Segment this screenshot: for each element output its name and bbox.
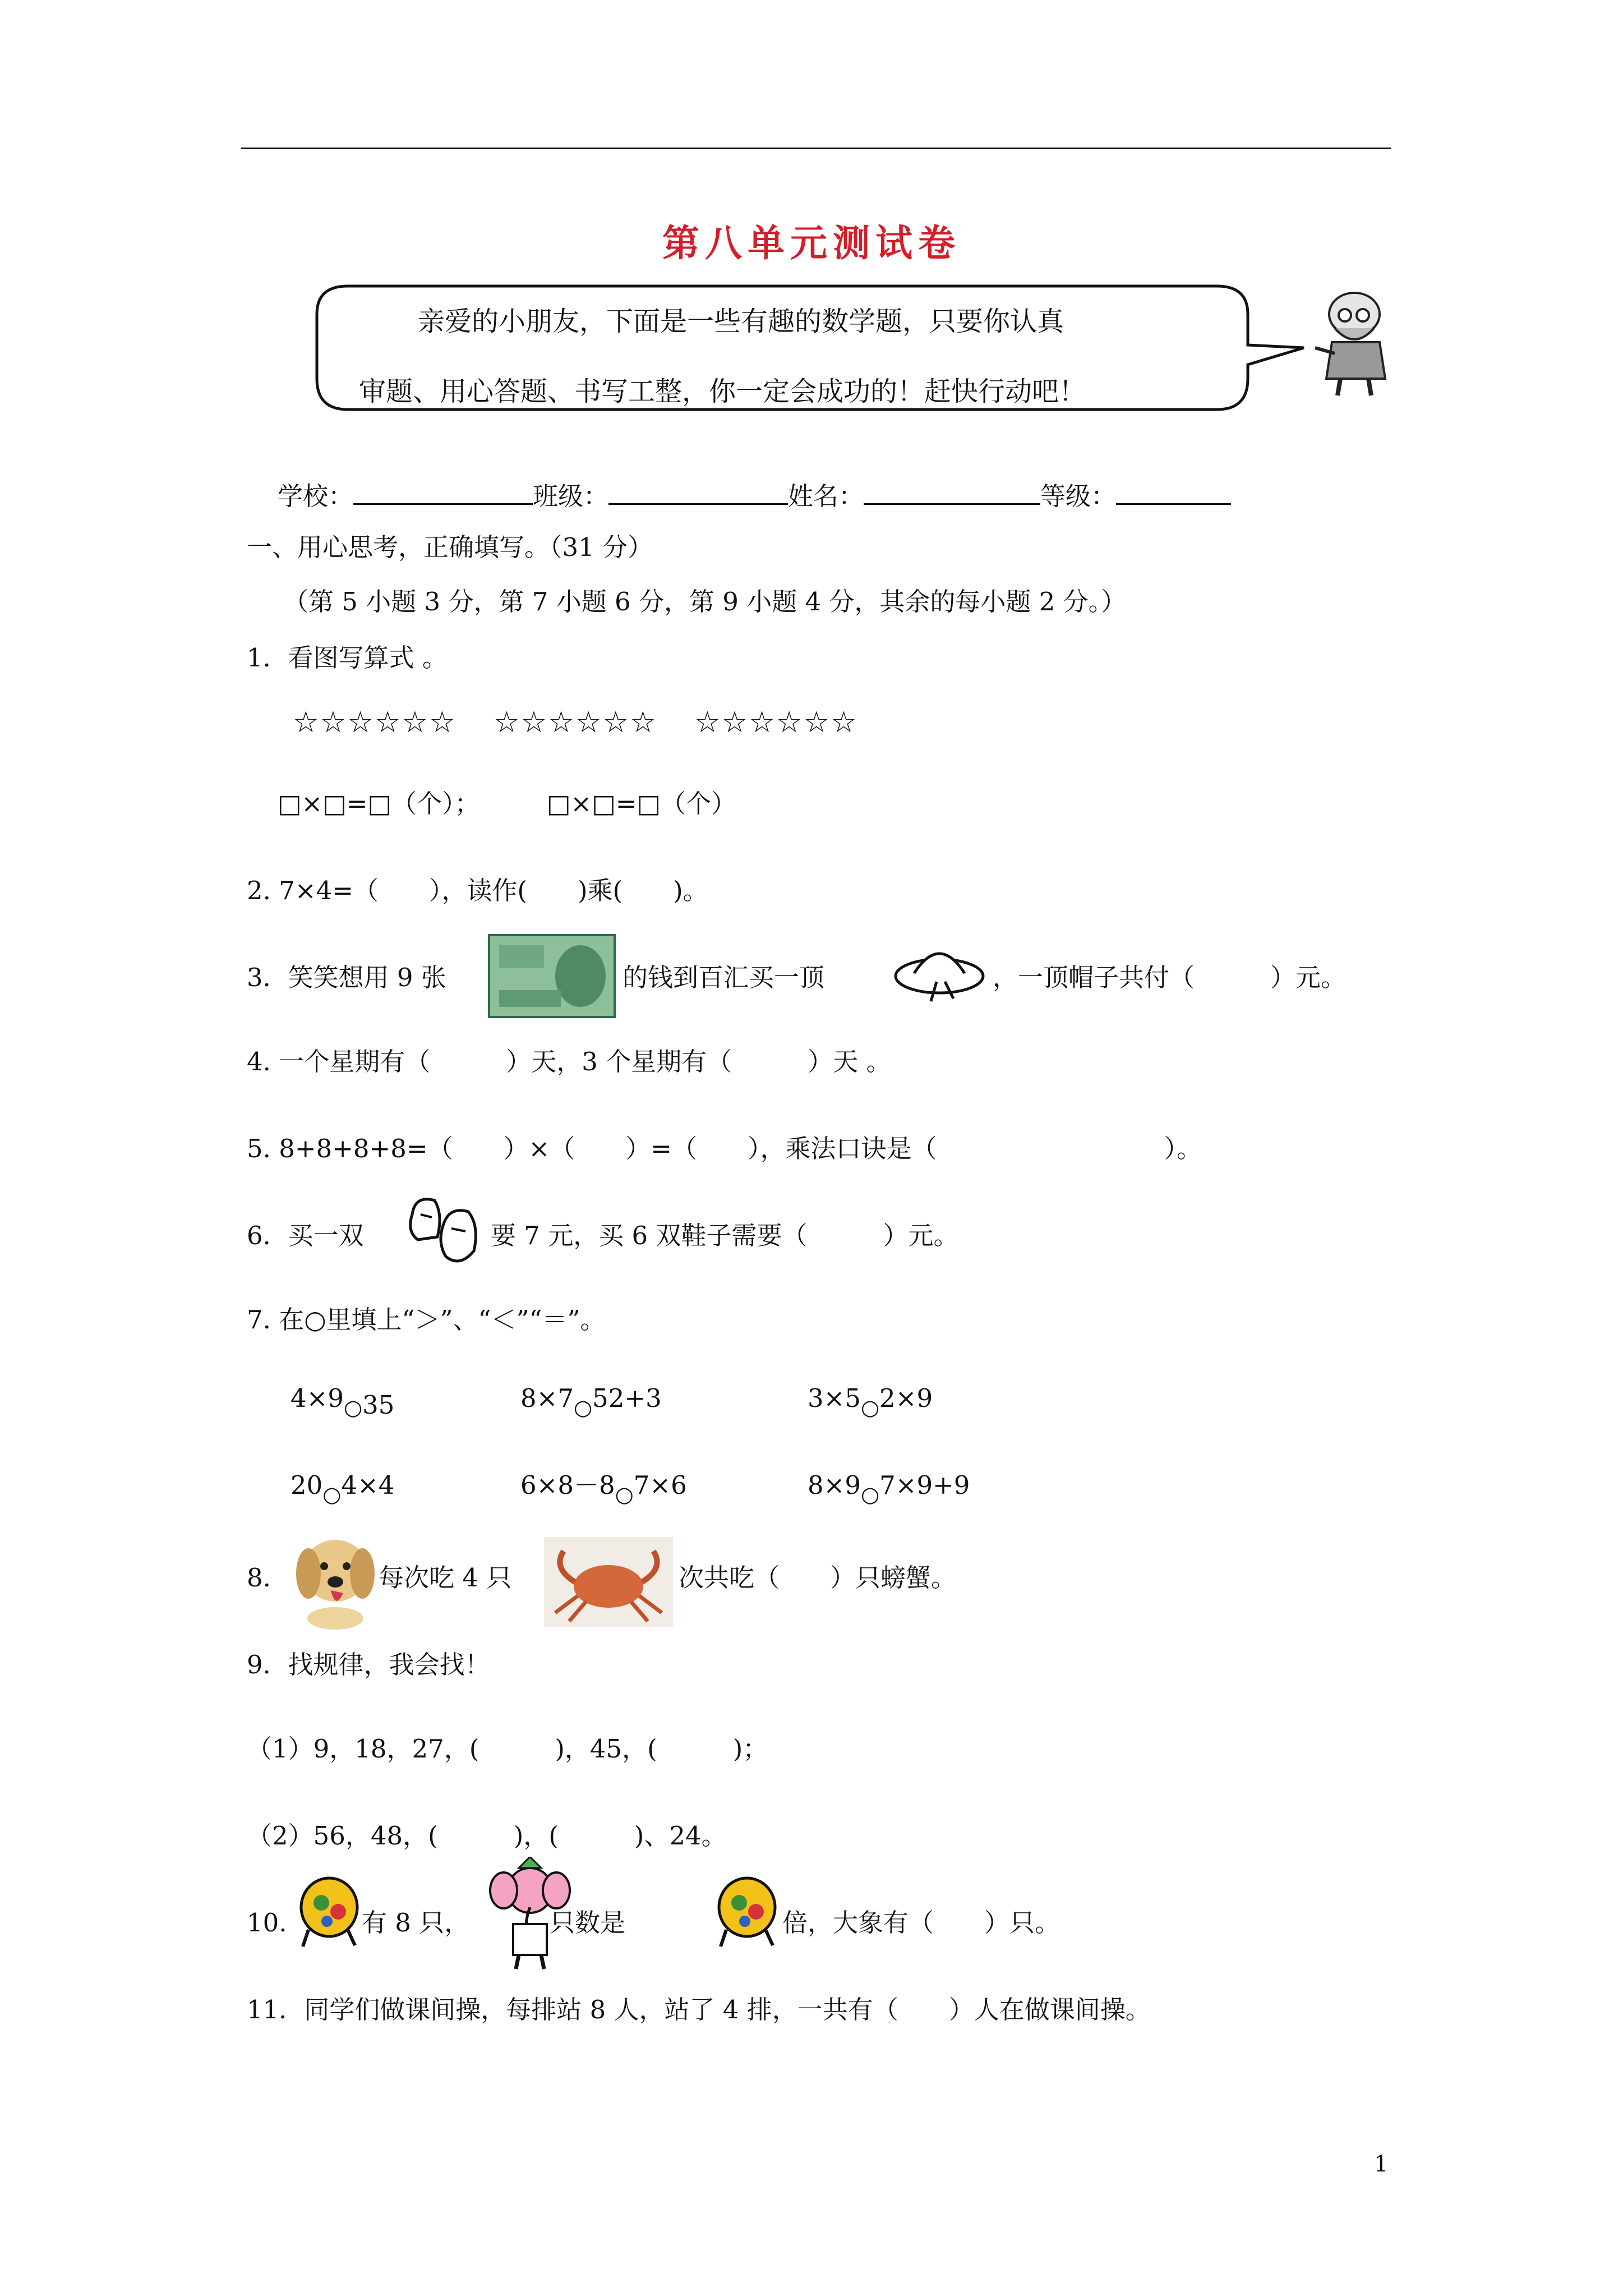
header-rule <box>241 148 1391 149</box>
q7-item <box>520 1470 687 1507</box>
turtle-image <box>294 1868 362 1952</box>
q7-item-left: 8×7 <box>520 1383 574 1413</box>
q7-item-right: 2×9 <box>879 1383 933 1413</box>
q10-number: 10. <box>247 1908 287 1938</box>
info-line <box>278 480 1231 512</box>
q3-text-c: ，一顶帽子共付（ ）元。 <box>993 963 1347 992</box>
q11-text: 11．同学们做课间操，每排站 8 人，站了 4 排，一共有（ ）人在做课间操。 <box>247 1995 1151 2024</box>
q7-item <box>520 1383 662 1420</box>
crab-image <box>544 1537 673 1627</box>
section-note: （第 5 小题 3 分，第 7 小题 6 分，第 9 小题 4 分，其余的每小题 2 分。） <box>283 587 1127 616</box>
q1-prompt: 1．看图写算式 。 <box>247 643 448 673</box>
q7-item <box>291 1470 395 1507</box>
shoes-image <box>404 1192 485 1273</box>
q7-item <box>808 1470 970 1507</box>
q2-text: 2. 7×4=（ ），读作( )乘( )。 <box>247 876 708 905</box>
q7-item-right: 52+3 <box>592 1383 662 1413</box>
dog-image <box>292 1526 379 1630</box>
q9-sequence-2: （2）56，48，( )，( )、24。 <box>247 1821 727 1851</box>
q7-item-right: 7×9+9 <box>879 1470 970 1500</box>
q7-item <box>808 1383 933 1420</box>
q6-text-a: 6．买一双 <box>247 1221 364 1250</box>
compare-circle[interactable]: ○ <box>573 1395 593 1420</box>
q7-item-right: 35 <box>362 1390 395 1420</box>
compare-circle[interactable]: ○ <box>615 1482 634 1507</box>
q1-equation-2: □×□=□（个） <box>547 789 736 818</box>
q8-text-b: 次共吃（ ）只螃蟹。 <box>679 1563 957 1593</box>
q10-text-a: 有 8 只， <box>362 1908 470 1938</box>
class-field[interactable] <box>608 480 788 505</box>
compare-circle[interactable]: ○ <box>860 1482 880 1507</box>
q7-item-left: 3×5 <box>808 1383 861 1413</box>
q4-text: 4. 一个星期有（ ）天，3 个星期有（ ）天 。 <box>247 1047 892 1076</box>
name-field[interactable] <box>864 480 1040 505</box>
compare-circle[interactable]: ○ <box>322 1482 342 1507</box>
compare-circle[interactable]: ○ <box>860 1395 880 1420</box>
q7-item-right: 7×6 <box>633 1470 687 1500</box>
school-label: 学校： <box>278 481 354 511</box>
q7-prompt: 7. 在○里填上“＞”、“＜”“＝”。 <box>247 1305 606 1335</box>
q1-stars-group-2: ☆☆☆☆☆☆ <box>494 706 657 739</box>
bubble-line-1: 亲爱的小朋友，下面是一些有趣的数学题，只要你认真 <box>418 306 1064 337</box>
q3-text-a: 3．笑笑想用 9 张 <box>247 963 446 992</box>
q7-item-left: 4×9 <box>291 1383 344 1413</box>
q7-item-left: 20 <box>291 1470 323 1500</box>
school-field[interactable] <box>353 480 533 505</box>
q7-item-left: 6×8－8 <box>520 1470 615 1500</box>
q10-text-b: 只数是 <box>550 1908 626 1938</box>
q9-sequence-1: （1）9，18，27，( )，45，( )； <box>247 1734 768 1764</box>
compare-circle[interactable]: ○ <box>343 1395 363 1420</box>
q1-stars-group-3: ☆☆☆☆☆☆ <box>694 706 858 739</box>
hat-image <box>892 937 987 1004</box>
grade-field[interactable] <box>1116 480 1231 505</box>
grade-label: 等级： <box>1040 481 1117 511</box>
q3-text-b: 的钱到百汇买一顶 <box>623 963 825 992</box>
class-label: 班级： <box>533 481 609 511</box>
section-heading: 一、用心思考，正确填写。（31 分） <box>247 532 653 562</box>
q7-item <box>291 1383 395 1420</box>
q6-text-b: 要 7 元，买 6 双鞋子需要（ ）元。 <box>491 1221 959 1250</box>
q7-item-left: 8×9 <box>808 1470 861 1500</box>
page-number: 1 <box>1374 2151 1389 2177</box>
name-label: 姓名： <box>788 481 864 511</box>
page-title: 第八单元测试卷 <box>662 222 961 265</box>
bubble-line-2: 审题、用心答题、书写工整，你一定会成功的！赶快行动吧！ <box>359 376 1086 407</box>
q10-text-c: 倍，大象有（ ）只。 <box>782 1908 1061 1938</box>
q9-prompt: 9．找规律，我会找！ <box>247 1650 490 1680</box>
q8-text-a: 每次吃 4 只 <box>379 1563 512 1593</box>
q1-equation-1: □×□=□（个）； <box>278 789 480 818</box>
turtle-image <box>712 1868 780 1952</box>
q7-item-right: 4×4 <box>341 1470 395 1500</box>
q5-text: 5. 8+8+8+8=（ ）×（ ）=（ ），乘法口诀是（ ）。 <box>247 1134 1202 1163</box>
q1-stars-group-1: ☆☆☆☆☆☆ <box>293 706 457 739</box>
professor-illustration <box>1301 286 1408 398</box>
q8-number: 8. <box>247 1563 271 1593</box>
banknote-image <box>488 934 616 1018</box>
